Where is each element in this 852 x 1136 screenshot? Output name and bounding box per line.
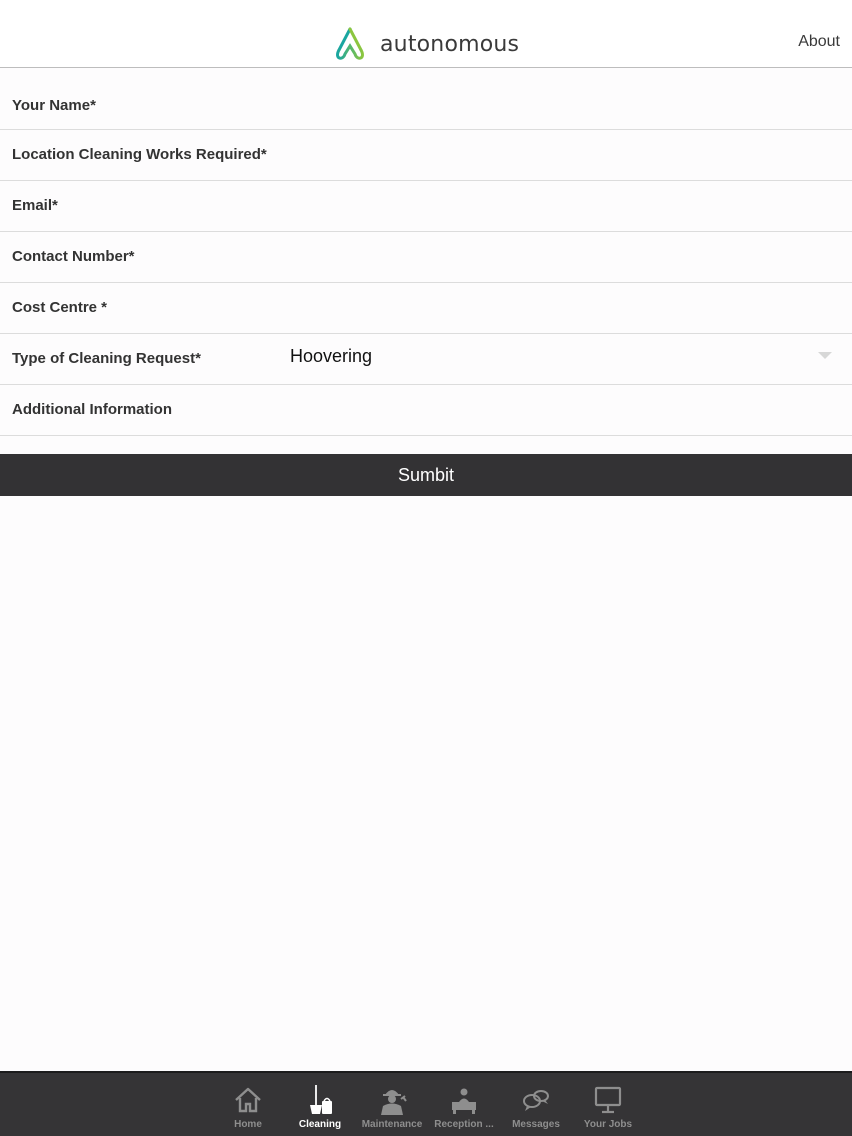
cleaning-type-selected-value: Hoovering [290, 346, 373, 366]
your-name-input[interactable] [290, 89, 832, 123]
tab-label: Reception ... [434, 1119, 494, 1130]
form-row-additional-info[interactable] [0, 385, 852, 436]
worker-icon [377, 1085, 407, 1115]
form-row-cost-centre[interactable] [0, 283, 852, 334]
form-row-contact-number[interactable] [0, 232, 852, 283]
header-bar [0, 0, 852, 68]
tab-messages[interactable] [500, 1073, 572, 1136]
tab-cleaning[interactable] [284, 1073, 356, 1136]
home-icon [233, 1085, 263, 1115]
tab-label: Cleaning [298, 1119, 342, 1130]
tab-label: Maintenance [361, 1119, 423, 1130]
about-link[interactable]: About [798, 33, 840, 50]
mop-bucket-icon [305, 1085, 335, 1115]
field-label: Type of Cleaning Request* [12, 350, 201, 367]
field-label: Cost Centre * [12, 299, 108, 316]
contact-number-input[interactable] [290, 240, 832, 274]
location-input[interactable] [290, 138, 832, 172]
tab-home[interactable] [212, 1073, 284, 1136]
field-label: Location Cleaning Works Required* [12, 146, 267, 163]
cleaning-request-form [0, 81, 852, 436]
brand-logo [330, 26, 519, 62]
field-label: Additional Information [12, 401, 172, 418]
email-input[interactable] [290, 189, 832, 223]
field-label: Email* [12, 197, 58, 214]
tab-label: Your Jobs [583, 1119, 633, 1130]
brand-name: autonomous [380, 31, 520, 57]
chat-bubbles-icon [521, 1085, 551, 1115]
monitor-icon [593, 1085, 623, 1115]
additional-info-input[interactable] [290, 393, 832, 427]
field-label: Contact Number* [12, 248, 135, 265]
form-row-email[interactable] [0, 181, 852, 232]
tab-maintenance[interactable] [356, 1073, 428, 1136]
tab-your-jobs[interactable] [572, 1073, 644, 1136]
field-label: Your Name* [12, 97, 96, 114]
form-row-cleaning-type[interactable] [0, 334, 852, 385]
chevron-down-icon [818, 352, 832, 359]
form-row-your-name[interactable] [0, 81, 852, 130]
form-row-location[interactable] [0, 130, 852, 181]
bottom-tab-bar [0, 1071, 852, 1136]
cost-centre-input[interactable] [290, 291, 832, 325]
reception-desk-icon [449, 1085, 479, 1115]
cleaning-type-select[interactable] [290, 344, 832, 374]
tab-label: Messages [512, 1119, 560, 1130]
tab-reception[interactable] [428, 1073, 500, 1136]
submit-button[interactable]: Sumbit [0, 454, 852, 496]
autonomous-logo-icon [330, 26, 370, 62]
tab-label: Home [234, 1119, 262, 1130]
